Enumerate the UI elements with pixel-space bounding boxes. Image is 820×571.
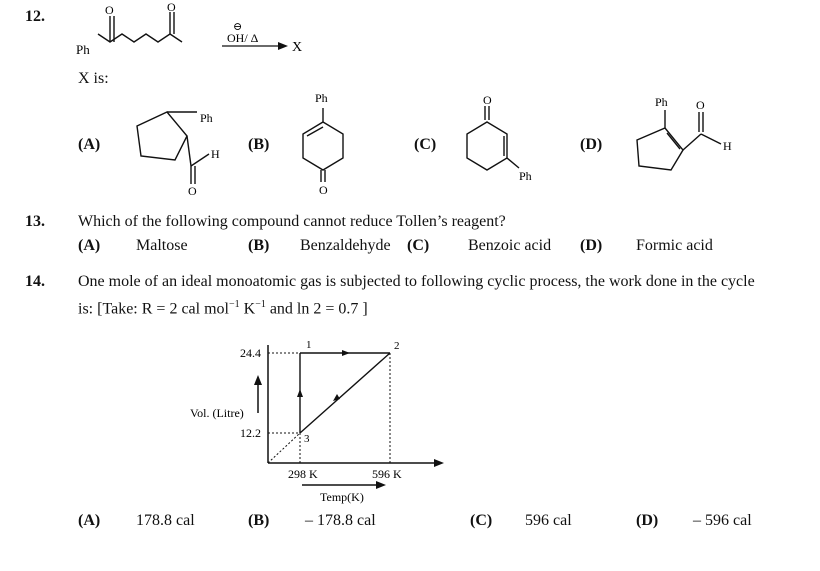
q14-question-line2 xyxy=(78,299,368,318)
q12-reaction-scheme xyxy=(70,0,330,62)
q13-question: Which of the following compound cannot reduce Tollen’s reagent? xyxy=(78,213,506,230)
q14-option-c-text[interactable]: 596 cal xyxy=(525,512,572,529)
arrow-down-left-icon xyxy=(333,394,340,401)
q12-option-a-key[interactable]: (A) xyxy=(78,136,101,153)
reactant-o2: O xyxy=(167,0,176,14)
y-label-arrow-icon xyxy=(254,375,262,385)
vt-graph xyxy=(180,335,460,510)
q14-option-d-key[interactable]: (D) xyxy=(636,512,659,529)
opt-a-h: H xyxy=(211,147,220,161)
opt-c-ph: Ph xyxy=(519,169,532,183)
q14-option-a-key[interactable]: (A) xyxy=(78,512,101,529)
q14-option-b-key[interactable]: (B) xyxy=(248,512,270,529)
opt-b-o: O xyxy=(319,183,328,197)
q12-option-d-structure xyxy=(625,92,745,182)
q14-question-line1: One mole of an ideal monoatomic gas is subjected to following cyclic process, the work done in the cycle xyxy=(78,273,755,290)
x-tick-596: 596 K xyxy=(372,467,402,481)
q13-option-d-text[interactable]: Formic acid xyxy=(636,237,713,254)
q14-sup2: −1 xyxy=(255,299,266,310)
q12-option-c-structure xyxy=(455,92,545,192)
point-1-label: 1 xyxy=(306,339,312,351)
reagent-charge: ⊖ xyxy=(233,21,243,33)
opt-d-o: O xyxy=(696,98,705,112)
q14-line2-prefix: is: [Take: R = 2 cal mol xyxy=(78,300,229,318)
path-2-to-3 xyxy=(300,353,390,433)
q12-stem: X is: xyxy=(78,70,109,87)
q12-option-b-key[interactable]: (B) xyxy=(248,136,270,153)
q14-option-d-text[interactable]: – 596 cal xyxy=(693,512,752,529)
opt-b-ph: Ph xyxy=(315,91,328,105)
opt-d-h: H xyxy=(723,139,732,153)
q12-option-d-key[interactable]: (D) xyxy=(580,136,603,153)
q14-option-a-text[interactable]: 178.8 cal xyxy=(136,512,195,529)
arrow-up-icon xyxy=(297,389,303,397)
y-tick-low: 12.2 xyxy=(240,426,261,440)
point-3-label: 3 xyxy=(304,433,310,445)
q12-option-c-key[interactable]: (C) xyxy=(414,136,437,153)
q12-number: 12. xyxy=(25,8,45,25)
x-label-arrow-icon xyxy=(376,481,386,489)
product-x: X xyxy=(292,40,303,55)
reactant-o1: O xyxy=(105,3,114,17)
q13-number: 13. xyxy=(25,213,45,230)
cycle-path xyxy=(300,353,390,433)
arrow-head-icon xyxy=(278,42,288,50)
point-2-label: 2 xyxy=(394,340,400,352)
q13-option-c-key[interactable]: (C) xyxy=(407,237,430,254)
opt-a-o: O xyxy=(188,184,197,198)
q14-option-c-key[interactable]: (C) xyxy=(470,512,493,529)
q12-option-b-structure xyxy=(290,88,360,198)
q13-option-b-key[interactable]: (B) xyxy=(248,237,270,254)
q12-option-a-structure xyxy=(125,98,245,198)
x-tick-298: 298 K xyxy=(288,467,318,481)
q13-option-a-text[interactable]: Maltose xyxy=(136,237,188,254)
q14-number: 14. xyxy=(25,273,45,290)
x-axis-label: Temp(K) xyxy=(320,490,364,504)
q13-option-d-key[interactable]: (D) xyxy=(580,237,603,254)
opt-a-ph: Ph xyxy=(200,111,213,125)
opt-c-o: O xyxy=(483,93,492,107)
x-axis-arrow-icon xyxy=(434,459,444,467)
q14-line2-suffix: and ln 2 = 0.7 ] xyxy=(265,300,368,318)
reactant-ph: Ph xyxy=(76,42,90,57)
opt-d-ph: Ph xyxy=(655,95,668,109)
q14-option-b-text[interactable]: – 178.8 cal xyxy=(305,512,376,529)
q13-option-b-text[interactable]: Benzaldehyde xyxy=(300,237,391,254)
q14-k: K xyxy=(239,300,256,318)
reagent-text: OH/ Δ xyxy=(227,31,259,45)
q13-option-c-text[interactable]: Benzoic acid xyxy=(468,237,552,254)
arrow-right-icon xyxy=(342,350,350,356)
y-tick-high: 24.4 xyxy=(240,346,261,360)
q13-option-a-key[interactable]: (A) xyxy=(78,237,101,254)
y-axis-label: Vol. (Litre) xyxy=(190,406,244,420)
q14-sup1: −1 xyxy=(228,299,240,310)
